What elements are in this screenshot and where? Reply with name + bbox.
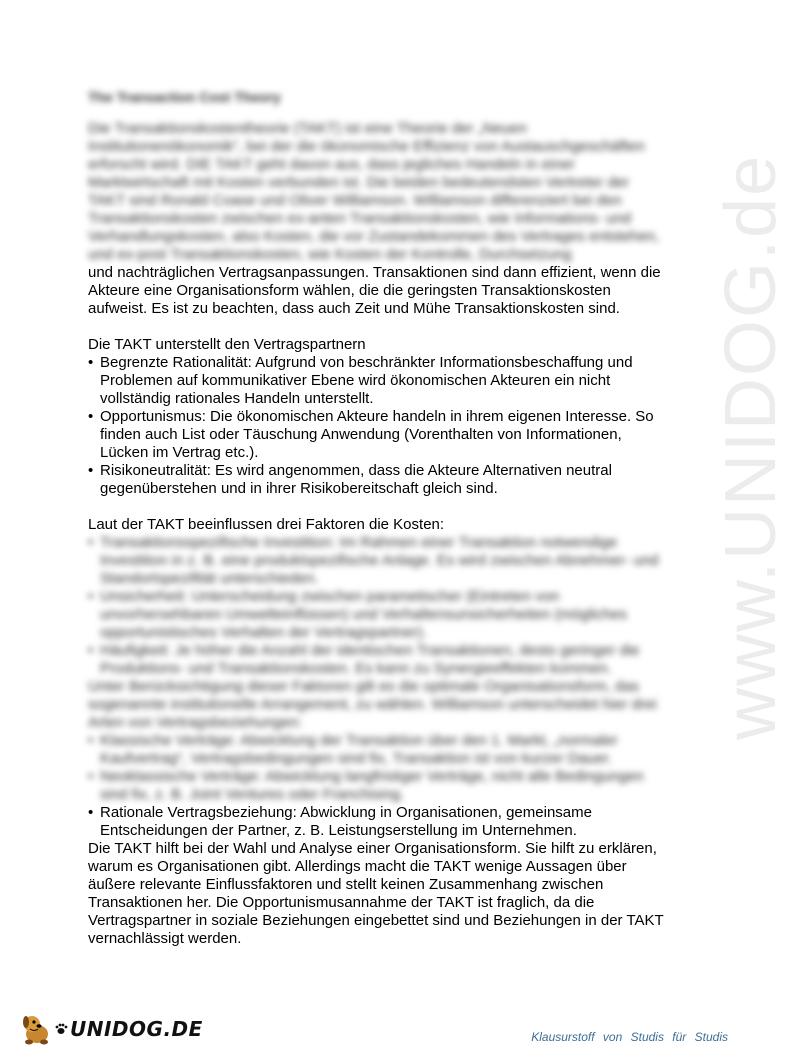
list-item: • Neoklassische Verträge: Abwicklung langfristiger Verträge, nicht alle Bedingungen sind fix, z. B. Joint Ventures oder Franchising. bbox=[88, 768, 668, 804]
conclusion-paragraph: Die TAKT hilft bei der Wahl und Analyse einer Organisationsform. Sie hilft zu erklären, warum es Organisationen gibt. Allerdings macht die TAKT wenige Aussagen über äußere relevante Einflussfaktoren und stellt keinen Zusammenhang zwischen Transaktionen her. Die Opportunismusannahme der TAKT ist fraglich, da die Vertragspartner in soziale Beziehungen eingebettet sind und Beziehungen in der TAKT vernachlässigt werden. bbox=[88, 840, 664, 947]
contracts-list bbox=[88, 732, 668, 840]
list-item: • Rationale Vertragsbeziehung: Abwicklung in Organisationen, gemeinsame Entscheidungen der Partner, z. B. Leistungserstellung im Unternehmen. bbox=[88, 804, 668, 840]
list-item: • Unsicherheit: Unterscheidung zwischen parametischer (Eintreten von unvorhersehbaren Umwelteinflüssen) und Verhaltensunsicherheiten (mögliches opportunistisches Verhalten der Vertragspartner). bbox=[88, 588, 668, 642]
intro-blurred-paragraph: Die Transaktionskostentheorie (TAKT) ist eine Theorie der „Neuen Institutionenökonomik“, bei der die ökonomische Effizienz von Austauschgeschäften erforscht wird. DIE TAKT geht davon aus, dass jegliches Handeln in einer Marktwirtschaft mit Kosten verbunden ist. Die beiden bedeutendsten Vertreter der TAKT sind Ronald Coase und Oliver Williamson. Williamson differenziert bei den Transaktionskosten zwischen ex-anten Transaktionskosten, wie Informations- und Verhandlungskosten, also Kosten, die vor Zustandekommen des Vertrages entstehen, und ex-post Transaktionskosten, wie Kosten der Kontrolle, Durchsetzung bbox=[88, 120, 660, 263]
assumptions-heading: Die TAKT unterstellt den Vertragspartnern bbox=[88, 336, 366, 353]
unidog-logo[interactable] bbox=[20, 1012, 203, 1046]
document-content bbox=[88, 88, 668, 948]
factors-heading: Laut der TAKT beeinflussen drei Faktoren die Kosten: bbox=[88, 516, 445, 533]
list-item: • Transaktionsspezifische Investition: Im Rahmen einer Transaktion notwendige Investition in z. B. eine produktspezifische Anlage. Es wird zwischen Abnehmer- und Standortspezifität unterschieden. bbox=[88, 534, 668, 588]
list-item: • Häufigkeit: Je höher die Anzahl der identischen Transaktionen, desto geringer die Produktions- und Transaktionskosten. Es kann zu Synergieeffekten kommen. bbox=[88, 642, 668, 678]
arrangement-paragraph: Unter Berücksichtigung dieser Faktoren gilt es die optimale Organisationsform, das sogenannte institutionelle Arrangement, zu wählen. Williamson unterscheidet hier drei Arten von Vertragsbeziehungen: bbox=[88, 678, 657, 731]
logo-text: UNIDOG.DE bbox=[70, 1017, 203, 1041]
list-item: • Klassische Verträge: Abwicklung der Transaktion über den 1. Markt, „normaler Kaufvertrag“, Vertragsbedingungen sind fix, Transaktion ist von kurzer Dauer. bbox=[88, 732, 668, 768]
list-item: • Opportunismus: Die ökonomischen Akteure handeln in ihrem eigenen Interesse. So finden auch List oder Täuschung Anwendung (Vorenthalten von Informationen, Lücken im Vertrag etc.). bbox=[88, 408, 668, 462]
intro-paragraph: und nachträglichen Vertragsanpassungen. Transaktionen sind dann effizient, wenn die Akteure eine Organisationsform wählen, die die geringsten Transaktionskosten aufweist. Es ist zu beachten, dass auch Zeit und Mühe Transaktionskosten sind. bbox=[88, 264, 661, 317]
footer-tagline: Klausurstoff von Studis für Studis bbox=[531, 1030, 728, 1044]
document-title: The Transaction Cost Theory bbox=[88, 89, 281, 105]
list-item: • Begrenzte Rationalität: Aufgrund von beschränkter Informationsbeschaffung und Problemen auf kommunikativer Ebene wird ökonomischen Akteuren ein nicht vollständig rationales Handeln unterstellt. bbox=[88, 354, 668, 408]
list-item: • Risikoneutralität: Es wird angenommen, dass die Akteure Alternativen neutral gegenüberstehen und in ihrer Risikobereitschaft gleich sind. bbox=[88, 462, 668, 498]
paw-icon bbox=[54, 1022, 68, 1036]
dog-icon bbox=[20, 1012, 54, 1046]
watermark: www.UNIDOG.de bbox=[711, 153, 791, 740]
factors-list bbox=[88, 534, 668, 678]
assumptions-list bbox=[88, 354, 668, 498]
